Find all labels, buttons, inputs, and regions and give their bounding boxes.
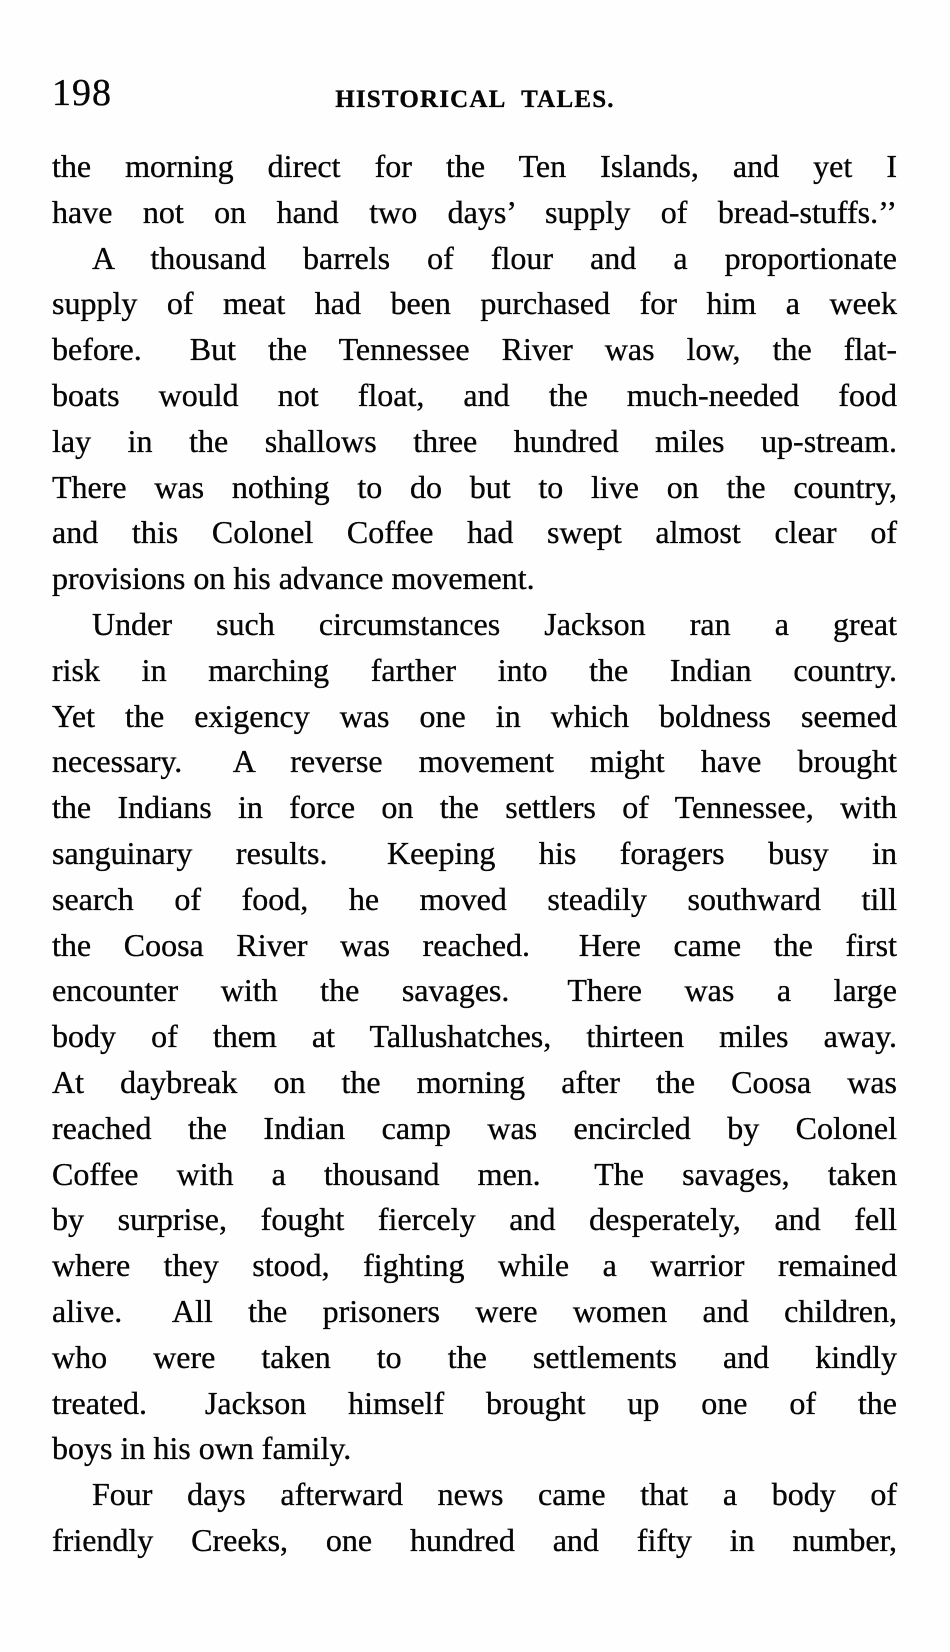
text-line: necessary. A reverse movement might have brought [52,743,897,780]
text-line: supply of meat had been purchased for him a week [52,285,897,322]
text-line: by surprise, fought fiercely and desperately, and fell [52,1201,897,1238]
text-line: Coffee with a thousand men. The savages, taken [52,1155,897,1192]
running-title: HISTORICAL TALES. [335,86,615,113]
text-line: encounter with the savages. There was a large [52,972,897,1009]
text-line: friendly Creeks, one hundred and fifty in number, [52,1521,897,1558]
text-line: search of food, he moved steadily southward till [52,880,897,917]
text-line: sanguinary results. Keeping his foragers busy in [52,834,897,871]
text-line: the Indians in force on the settlers of Tennessee, with [52,789,897,826]
text-line: provisions on his advance movement. [52,560,535,597]
page-number: 198 [52,72,112,114]
text-line: the morning direct for the Ten Islands, and yet I [52,148,897,184]
text-line: Yet the exigency was one in which boldness seemed [52,697,897,734]
text-line: There was nothing to do but to live on the country, [52,468,897,505]
text-line: have not on hand two days’ supply of bread-stuffs.’’ [52,193,897,230]
text-line: risk in marching farther into the Indian country. [52,651,897,688]
text-line: treated. Jackson himself brought up one of the [52,1384,897,1421]
text-line: boats would not float, and the much-needed food [52,376,897,413]
text-line: At daybreak on the morning after the Coosa was [52,1063,897,1100]
text-line: Four days afterward news came that a body of [92,1476,897,1513]
text-line: and this Colonel Coffee had swept almost clear of [52,514,897,551]
text-line: reached the Indian camp was encircled by Colonel [52,1109,897,1146]
text-line: boys in his own family. [52,1430,352,1467]
text-line: lay in the shallows three hundred miles up-stream. [52,422,897,459]
text-line: the Coosa River was reached. Here came the first [52,926,897,963]
text-line: Under such circumstances Jackson ran a great [92,605,897,642]
text-line: alive. All the prisoners were women and children, [52,1292,897,1329]
text-line: where they stood, fighting while a warrior remained [52,1247,897,1284]
text-line: before. But the Tennessee River was low, the flat- [52,331,897,368]
text-line: A thousand barrels of flour and a proportionate [92,239,897,276]
body-text-block [52,144,897,1564]
text-line: body of them at Tallushatches, thirteen miles away. [52,1018,897,1055]
text-line: who were taken to the settlements and kindly [52,1338,897,1375]
